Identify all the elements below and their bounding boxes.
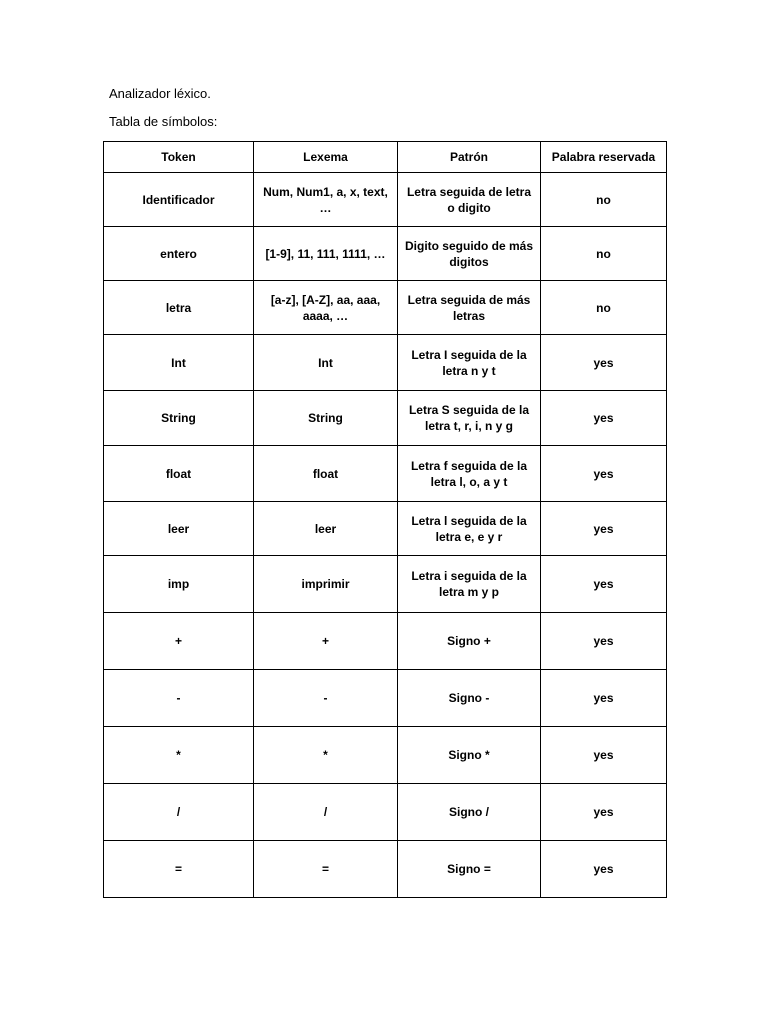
cell-lexema: String	[254, 391, 398, 446]
cell-reservada: yes	[541, 670, 667, 727]
cell-patron: Digito seguido de más digitos	[398, 227, 541, 281]
cell-reservada: no	[541, 173, 667, 227]
table-row	[104, 227, 667, 281]
cell-lexema: [1-9], 11, 111, 1111, …	[254, 227, 398, 281]
cell-token: imp	[104, 556, 254, 613]
cell-reservada: yes	[541, 613, 667, 670]
table-row	[104, 335, 667, 391]
cell-reservada: yes	[541, 727, 667, 784]
table-row	[104, 556, 667, 613]
cell-token: leer	[104, 502, 254, 556]
table-row	[104, 281, 667, 335]
cell-patron: Signo -	[398, 670, 541, 727]
cell-reservada: yes	[541, 841, 667, 898]
cell-patron: Letra seguida de letra o digito	[398, 173, 541, 227]
cell-patron: Letra S seguida de la letra t, r, i, n y g	[398, 391, 541, 446]
cell-lexema: =	[254, 841, 398, 898]
table-row	[104, 502, 667, 556]
table-header-row	[104, 142, 667, 173]
table-body	[104, 173, 667, 898]
table-row	[104, 173, 667, 227]
cell-reservada: no	[541, 227, 667, 281]
cell-token: +	[104, 613, 254, 670]
cell-lexema: leer	[254, 502, 398, 556]
cell-reservada: yes	[541, 556, 667, 613]
cell-patron: Letra I seguida de la letra n y t	[398, 335, 541, 391]
cell-lexema: float	[254, 446, 398, 502]
cell-patron: Letra l seguida de la letra e, e y r	[398, 502, 541, 556]
table-row	[104, 841, 667, 898]
cell-token: =	[104, 841, 254, 898]
cell-lexema: -	[254, 670, 398, 727]
cell-token: String	[104, 391, 254, 446]
symbol-table	[103, 141, 667, 898]
cell-lexema: [a-z], [A-Z], aa, aaa, aaaa, …	[254, 281, 398, 335]
cell-token: /	[104, 784, 254, 841]
header-palabra-reservada: Palabra reservada	[541, 142, 667, 173]
cell-lexema: /	[254, 784, 398, 841]
cell-reservada: yes	[541, 391, 667, 446]
table-row	[104, 670, 667, 727]
cell-patron: Letra f seguida de la letra l, o, a y t	[398, 446, 541, 502]
cell-patron: Signo =	[398, 841, 541, 898]
cell-token: letra	[104, 281, 254, 335]
cell-token: Int	[104, 335, 254, 391]
cell-patron: Signo *	[398, 727, 541, 784]
cell-lexema: *	[254, 727, 398, 784]
cell-lexema: Int	[254, 335, 398, 391]
cell-reservada: yes	[541, 446, 667, 502]
table-row	[104, 727, 667, 784]
cell-reservada: yes	[541, 335, 667, 391]
cell-patron: Signo +	[398, 613, 541, 670]
cell-token: entero	[104, 227, 254, 281]
cell-token: float	[104, 446, 254, 502]
table-row	[104, 784, 667, 841]
header-lexema: Lexema	[254, 142, 398, 173]
table-row	[104, 391, 667, 446]
cell-reservada: no	[541, 281, 667, 335]
cell-patron: Signo /	[398, 784, 541, 841]
cell-lexema: imprimir	[254, 556, 398, 613]
table-row	[104, 446, 667, 502]
cell-reservada: yes	[541, 502, 667, 556]
cell-lexema: Num, Num1, a, x, text, …	[254, 173, 398, 227]
cell-token: Identificador	[104, 173, 254, 227]
cell-token: -	[104, 670, 254, 727]
table-caption: Tabla de símbolos:	[109, 114, 218, 129]
cell-patron: Letra i seguida de la letra m y p	[398, 556, 541, 613]
header-patron: Patrón	[398, 142, 541, 173]
header-token: Token	[104, 142, 254, 173]
table-row	[104, 613, 667, 670]
cell-reservada: yes	[541, 784, 667, 841]
cell-token: *	[104, 727, 254, 784]
cell-patron: Letra seguida de más letras	[398, 281, 541, 335]
document-title: Analizador léxico.	[109, 86, 211, 101]
cell-lexema: +	[254, 613, 398, 670]
